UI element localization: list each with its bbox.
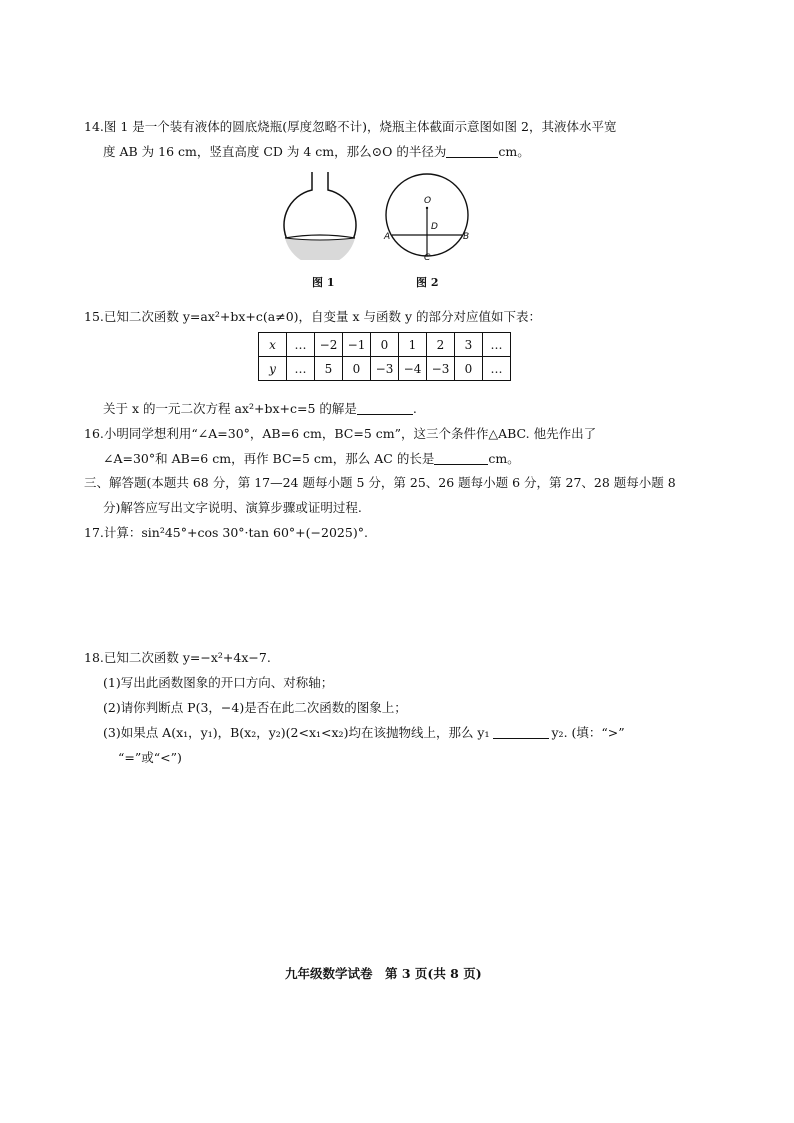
q16-line-2 [103, 449, 520, 467]
q16-answer-blank[interactable] [434, 452, 488, 465]
q14-line-2 [103, 142, 530, 160]
q17-line-1: 17.计算：sin²45°+cos 30°·tan 60°+(−2025)°. [84, 525, 368, 540]
table-cell: … [287, 333, 315, 357]
table-cell: 0 [371, 333, 399, 357]
q14-line-1: 14.图 1 是一个装有液体的圆底烧瓶(厚度忽略不计)，烧瓶主体截面示意图如图 2，其液体水平宽 [84, 119, 617, 134]
q18-part-3-cont: “=”或“<”) [118, 750, 182, 765]
fig2-caption: 图 2 [416, 276, 439, 289]
q18-answer-blank[interactable] [493, 726, 549, 739]
table-cell: −1 [343, 333, 371, 357]
table-cell: −3 [371, 357, 399, 381]
section3-line-1: 三、解答题(本题共 68 分，第 17—24 题每小题 5 分，第 25、26 题每小题 6 分，第 27、28 题每小题 8 [84, 475, 676, 490]
table-cell: −3 [427, 357, 455, 381]
q16-text: ∠A=30°和 AB=6 cm，再作 BC=5 cm，那么 AC 的长是 [103, 451, 435, 466]
flask-figure-1 [270, 170, 370, 260]
q18-line-1: 18.已知二次函数 y=−x²+4x−7. [84, 650, 271, 665]
q15-period: . [412, 401, 417, 416]
q18-answer-area[interactable] [103, 772, 743, 942]
q18-part-1: (1)写出此函数图象的开口方向、对称轴； [103, 675, 334, 690]
table-cell: 0 [343, 357, 371, 381]
q14-answer-blank[interactable] [446, 145, 498, 158]
q16-line-1: 16.小明同学想利用“∠A=30°，AB=6 cm，BC=5 cm”，这三个条件作△ABC. 他先作出了 [84, 426, 597, 441]
table-cell: 1 [399, 333, 427, 357]
q18-part-2: (2)请你判断点 P(3，−4)是否在此二次函数的图象上； [103, 700, 407, 715]
q18-part-3-fill: y₂. (填：“>” [551, 725, 625, 740]
table-cell: 5 [315, 357, 343, 381]
table-cell: 3 [455, 333, 483, 357]
table-cell: … [483, 333, 511, 357]
label-a: A [384, 232, 391, 242]
label-c: C [424, 253, 431, 263]
table-cell: x [259, 333, 287, 357]
table-cell: −2 [315, 333, 343, 357]
table-cell: y [259, 357, 287, 381]
q14-unit: cm。 [498, 144, 530, 159]
table-cell: 2 [427, 333, 455, 357]
q16-unit: cm。 [488, 451, 520, 466]
q15-text: 关于 x 的一元二次方程 ax²+bx+c=5 的解是 [103, 401, 357, 416]
label-o: O [424, 196, 432, 206]
label-b: B [463, 232, 470, 242]
label-d: D [431, 222, 438, 232]
q18-part-3 [103, 723, 625, 741]
q15-line-1: 15.已知二次函数 y=ax²+bx+c(a≠0)，自变量 x 与函数 y 的部分对应值如下表： [84, 309, 542, 324]
value-table [258, 332, 511, 381]
table-cell: −4 [399, 357, 427, 381]
circle-figure-2 [378, 170, 478, 265]
table-row-y [259, 357, 511, 381]
page-footer: 九年级数学试卷 第 3 页(共 8 页) [285, 966, 482, 981]
table-cell: … [287, 357, 315, 381]
fig1-caption: 图 1 [312, 276, 335, 289]
q14-text: 度 AB 为 16 cm，竖直高度 CD 为 4 cm，那么⊙O 的半径为 [103, 144, 447, 159]
section3-line-2: 分)解答应写出文字说明、演算步骤或证明过程. [103, 500, 362, 515]
table-cell: 0 [455, 357, 483, 381]
q15-answer-blank[interactable] [357, 402, 413, 415]
table-row-x [259, 333, 511, 357]
q18-part-3-text: (3)如果点 A(x₁，y₁)，B(x₂，y₂)(2<x₁<x₂)均在该抛物线上，那么 y₁ [103, 725, 490, 740]
q17-answer-area[interactable] [103, 545, 743, 640]
q15-line-2 [103, 399, 417, 417]
table-cell: … [483, 357, 511, 381]
